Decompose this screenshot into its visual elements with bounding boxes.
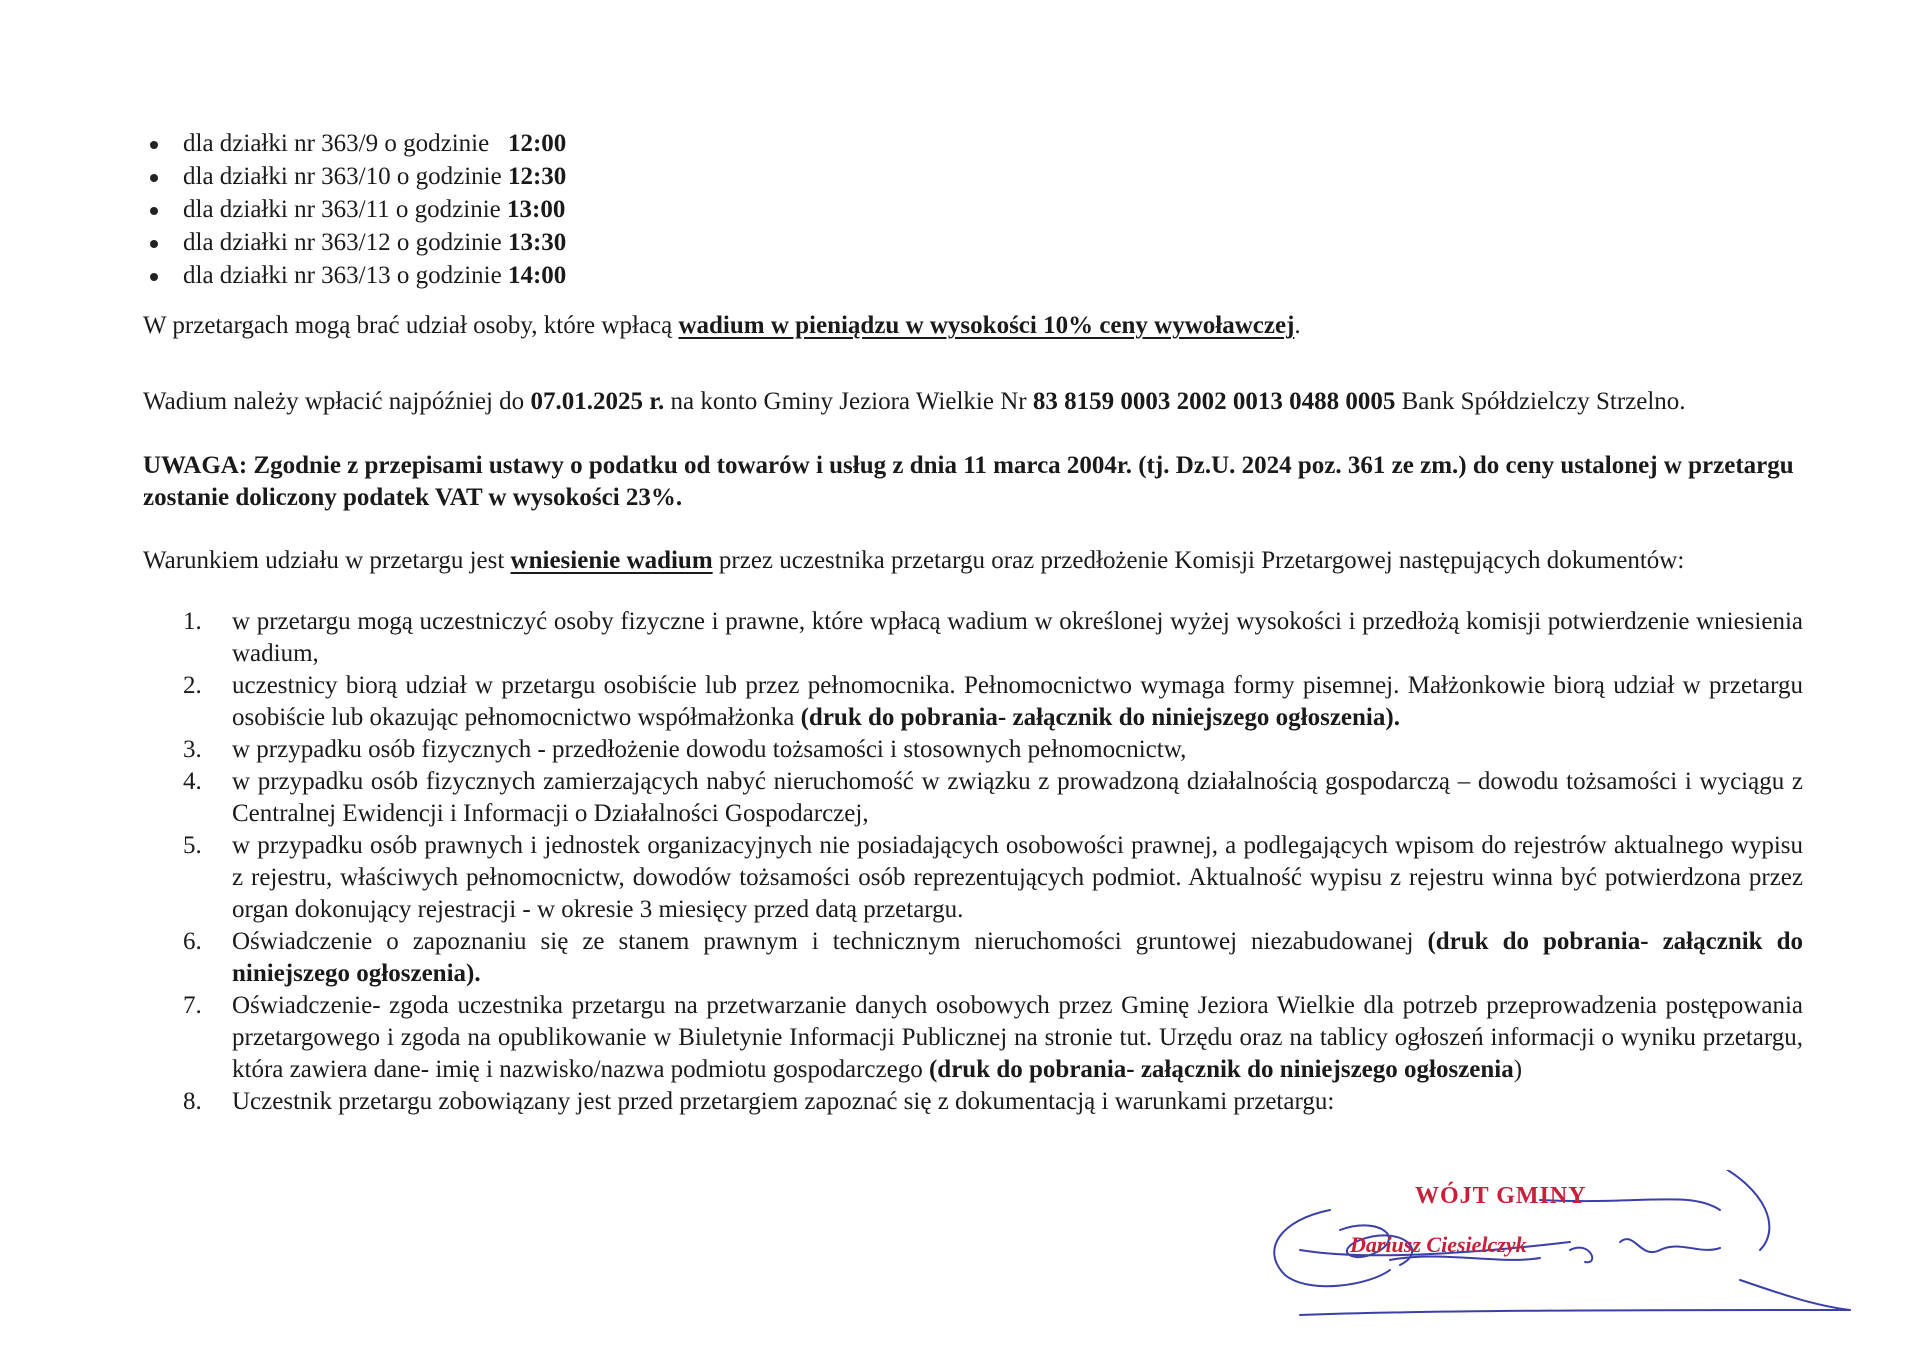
item-number: 7. [183,992,202,1019]
schedule-list [183,127,566,292]
conditions-text-end: przez uczestnika przetargu oraz przedłożenie Komisji Przetargowej następujących dokumentów: [712,547,1685,574]
list-item [143,1086,1803,1118]
deposit-text: W przetargach mogą brać udział osoby, które wpłacą [143,312,679,339]
item-text: w przypadku osób fizycznych zamierzających nabyć nieruchomość w związku z prowadzoną działalnością gospodarczą – dowodu tożsamości i wyciągu z Centralnej Ewidencji i Informacji o Działalności Gospodarczej, [232,768,1803,827]
bullet-label: dla działki nr 363/10 o godzinie [183,163,502,190]
bullet-time: 12:30 [507,163,567,190]
bullet-time: 12:00 [507,130,567,157]
item-number: 6. [183,928,202,955]
deposit-end: . [1294,312,1301,339]
payment-deadline: 07.01.2025 r. [530,388,665,415]
bullet-time: 14:00 [507,262,567,289]
vat-notice: UWAGA: Zgodnie z przepisami ustawy o podatku od towarów i usług z dnia 11 marca 2004r. (tj. Dz.U. 2024 poz. 361 ze zm.) do ceny ustalonej w przetargu zostanie doliczony podatek VAT w wysokości 23%. [143,452,1794,511]
item-number: 4. [183,768,202,795]
item-tail: ) [1513,1056,1523,1083]
deposit-amount: wadium w pieniądzu w wysokości 10% ceny wywoławczej [678,312,1295,339]
bullet-time: 13:00 [507,196,566,223]
item-number: 2. [183,672,202,699]
list-item [183,160,566,193]
item-text: w przypadku osób fizycznych - przedłożenie dowodu tożsamości i stosownych pełnomocnictw, [232,736,1187,763]
payment-paragraph [143,386,1803,418]
list-item [183,226,566,259]
list-item [143,670,1803,734]
item-number: 1. [183,608,202,635]
bullet-label: dla działki nr 363/12 o godzinie [183,229,502,256]
bank-account-number: 83 8159 0003 2002 0013 0488 0005 [1032,388,1396,415]
item-number: 5. [183,832,202,859]
item-text: Oświadczenie- zgoda uczestnika przetargu na przetwarzanie danych osobowych przez Gminę Jeziora Wielkie dla potrzeb przeprowadzenia postępowania przetargowego i zgoda na opublikowanie w Biuletynie Informacji Publicznej na stronie tut. Urzędu oraz na tablicy ogłoszeń informacji o wyniku przetargu, która zawiera dane- imię i nazwisko/nazwa podmiotu gospodarczego [232,992,1803,1083]
bank-name: Bank Spółdzielczy Strzelno. [1395,388,1686,415]
list-item [143,990,1803,1086]
item-text: Uczestnik przetargu zobowiązany jest przed przetargiem zapoznać się z dokumentacją i warunkami przetargu: [232,1088,1335,1115]
bullet-time: 13:30 [507,229,567,256]
item-number: 3. [183,736,202,763]
payment-text-mid: na konto Gminy Jeziora Wielkie Nr [664,388,1033,415]
list-item [183,193,566,226]
list-item [143,926,1803,990]
payment-text: Wadium należy wpłacić najpóźniej do [143,388,531,415]
item-text: uczestnicy biorą udział w przetargu osobiście lub przez pełnomocnika. Pełnomocnictwo wymaga formy pisemnej. Małżonkowie biorą udział w przetargu osobiście lub okazując pełnomocnictwo współmałżonka [232,672,1803,731]
bullet-label: dla działki nr 363/13 o godzinie [183,262,502,289]
item-bold: (druk do pobrania- załącznik do niniejszego ogłoszenia). [800,704,1400,731]
bullet-label: dla działki nr 363/9 o godzinie [183,130,490,157]
item-text: Oświadczenie o zapoznaniu się ze stanem prawnym i technicznym nieruchomości gruntowej niezabudowanej [232,928,1428,955]
list-item [183,259,566,292]
list-item [143,606,1803,670]
list-item [183,127,566,160]
item-bold: (druk do pobrania- załącznik do niniejszego ogłoszenia). [232,928,1803,987]
deposit-paragraph [143,310,1803,342]
item-text: w przetargu mogą uczestniczyć osoby fizyczne i prawne, które wpłacą wadium w określonej wyżej wysokości i przedłożą komisji potwierdzenie wniesienia wadium, [232,608,1803,667]
list-item [143,766,1803,830]
item-number: 8. [183,1088,202,1115]
conditions-emphasis: wniesienie wadium [510,547,713,574]
item-bold: (druk do pobrania- załącznik do niniejszego ogłoszenia [928,1056,1514,1083]
stamp-title: WÓJT GMINY [1415,1183,1587,1209]
conditions-paragraph [143,545,1803,577]
list-item [143,734,1803,766]
requirements-list [143,606,1803,1118]
bullet-label: dla działki nr 363/11 o godzinie [183,196,501,223]
conditions-text: Warunkiem udziału w przetargu jest [143,547,511,574]
official-stamp [1240,1170,1880,1340]
item-text: w przypadku osób prawnych i jednostek organizacyjnych nie posiadających osobowości prawnej, a podlegających wpisom do rejestrów aktualnego wypisu z rejestru, właściwych pełnomocnictw, dowodów tożsamości osób reprezentujących podmiot. Aktualność wypisu z rejestru winna być potwierdzona przez organ dokonujący rejestracji - w okresie 3 miesięcy przed datą przetargu. [232,832,1803,923]
list-item [143,830,1803,926]
stamp-signatory-name: Dariusz Ciesielczyk [1350,1232,1527,1257]
